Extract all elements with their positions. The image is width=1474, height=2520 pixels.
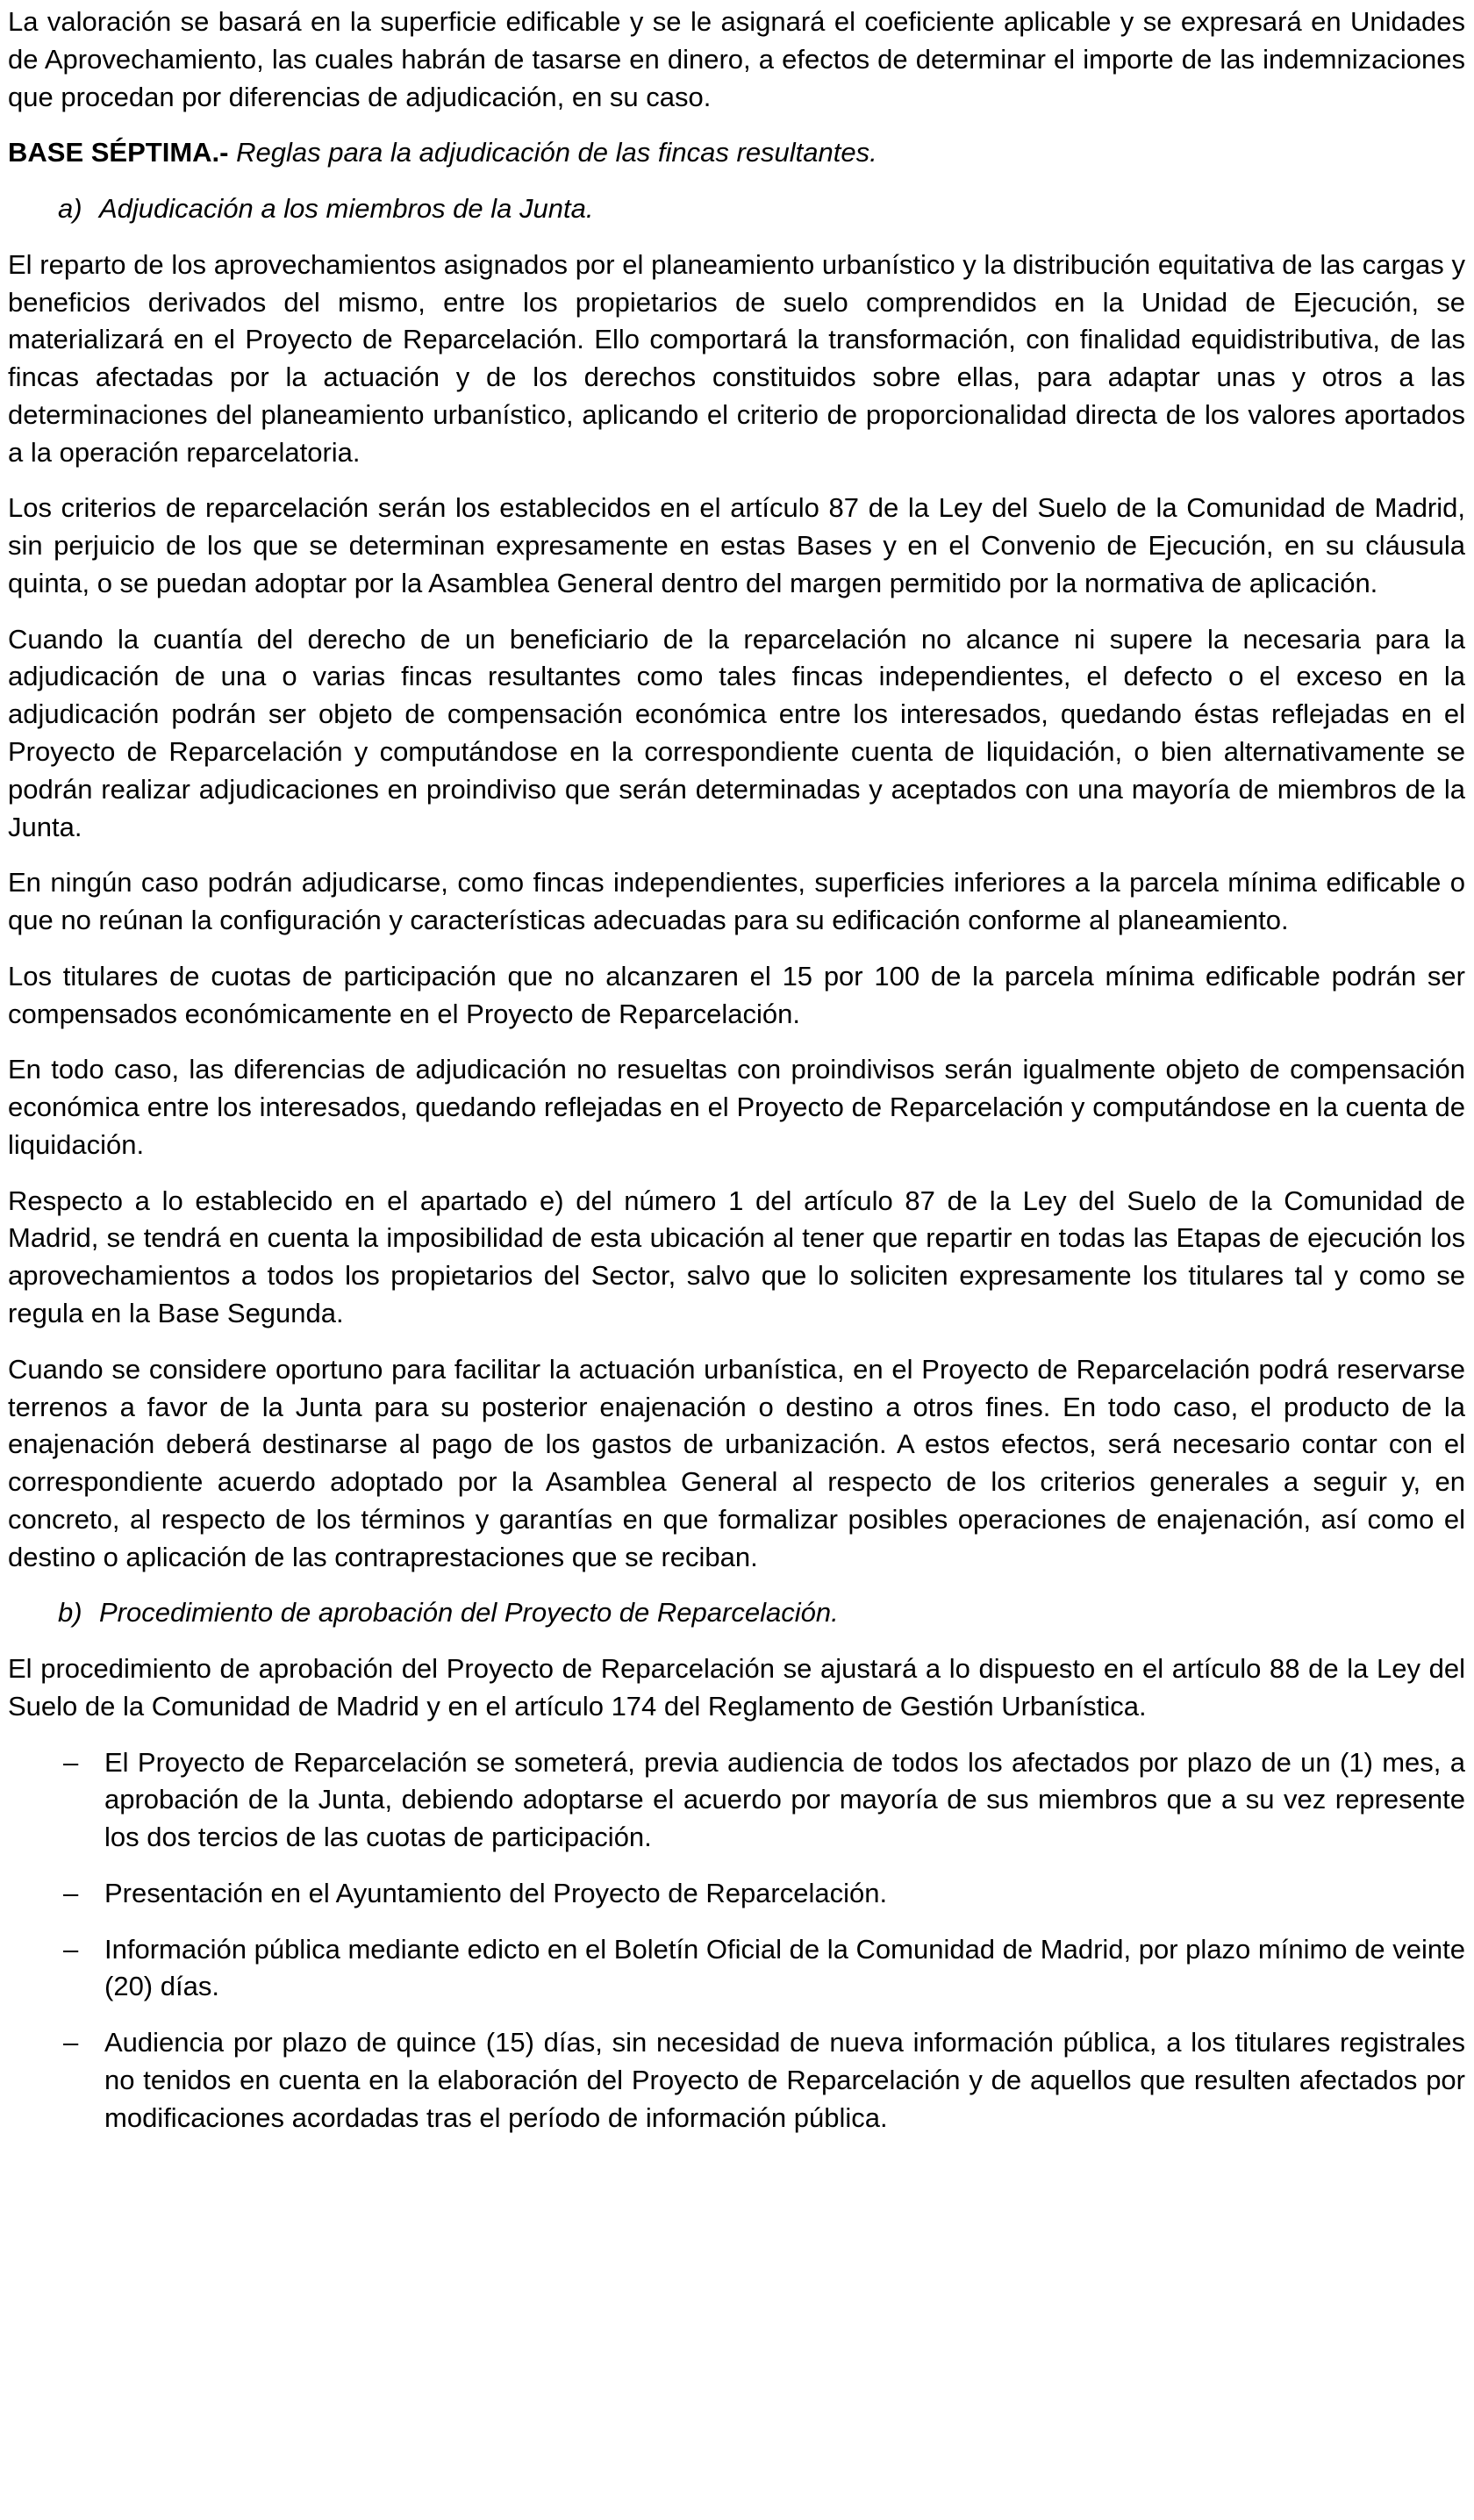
paragraph-valoracion: La valoración se basará en la superficie edificable y se le asignará el coeficiente aplicable y se expresará en Unidades de Aprovechamiento, las cuales habrán de tasarse en dinero, a efectos de determinar el importe de las indemnizaciones que procedan por diferencias de adjudicación, en su caso. [8,6,1465,112]
lettered-item-a [58,190,1465,228]
bullet-item [8,1744,1465,1857]
lettered-item-a-marker: a) [58,193,82,225]
heading-base-septima-label: BASE SÉPTIMA.- [8,137,229,168]
bullet-item [8,1931,1465,2007]
paragraph-reparto: El reparto de los aprovechamientos asignados por el planeamiento urbanístico y la distribución equitativa de las cargas y beneficios derivados del mismo, entre los propietarios de suelo comprendidos en la Unidad de Ejecución, se materializará en el Proyecto de Reparcelación. Ello comportará la transformación, con finalidad equidistributiva, de las fincas afectadas por la actuación y de los derechos constituidos sobre ellas, para adaptar unas y otros a las determinaciones del planeamiento urbanístico, aplicando el criterio de proporcionalidad directa de los valores aportados a la operación reparcelatoria. [8,248,1465,468]
bullet-dash: – [63,2027,79,2058]
paragraph-criterios: Los criterios de reparcelación serán los establecidos en el artículo 87 de la Ley del Suelo de la Comunidad de Madrid, sin perjuicio de los que se determinan expresamente en estas Bases y en el Convenio de Ejecución, en su cláusula quinta, o se puedan adoptar por la Asamblea General dentro del margen permitido por la normativa de aplicación. [8,492,1465,598]
bullet-text: El Proyecto de Reparcelación se someterá, previa audiencia de todos los afectados por plazo de un (1) mes, a aprobación de la Junta, debiendo adoptarse el acuerdo por mayoría de sus miembros que a su vez represente los dos tercios de las cuotas de participación. [104,1746,1465,1853]
bullet-text: Presentación en el Ayuntamiento del Proyecto de Reparcelación. [104,1877,888,1908]
bullet-dash: – [63,1933,79,1965]
paragraph-procedimiento: El procedimiento de aprobación del Proyecto de Reparcelación se ajustará a lo dispuesto en el artículo 88 de la Ley del Suelo de la Comunidad de Madrid y en el artículo 174 del Reglamento de Gestión Urbanística. [8,1653,1465,1722]
bullet-dash: – [63,1746,79,1778]
bullet-item [8,2024,1465,2137]
paragraph-respecto: Respecto a lo establecido en el apartado e) del número 1 del artículo 87 de la Ley del Suelo de la Comunidad de Madrid, se tendrá en cuenta la imposibilidad de esta ubicación al tener que repartir en todas las Etapas de ejecución los aprovechamientos a todos los propietarios del Sector, salvo que lo soliciten expresamente los titulares tal y como se regula en la Base Segunda. [8,1185,1465,1328]
bullet-item [8,1875,1465,1913]
lettered-item-a-text: Adjudicación a los miembros de la Junta. [99,193,594,225]
heading-base-septima [8,134,1465,172]
heading-base-septima-title: Reglas para la adjudicación de las fincas resultantes. [236,137,877,168]
paragraph-reserva-terrenos: Cuando se considere oportuno para facilitar la actuación urbanística, en el Proyecto de Reparcelación podrá reservarse terrenos a favor de la Junta para su posterior enajenación o destino a otros fines. En todo caso, el producto de la enajenación deberá destinarse al pago de los gastos de urbanización. A estos efectos, será necesario contar con el correspondiente acuerdo adoptado por la Asamblea General al respecto de los criterios generales a seguir y, en concreto, al respecto de los términos y garantías en que formalizar posibles operaciones de enajenación, así como el destino o aplicación de las contraprestaciones que se reciban. [8,1353,1465,1572]
paragraph-todo-caso: En todo caso, las diferencias de adjudicación no resueltas con proindivisos serán igualmente objeto de compensación económica entre los interesados, quedando reflejadas en el Proyecto de Reparcelación y computándose en la cuenta de liquidación. [8,1054,1465,1160]
paragraph-cuantia: Cuando la cuantía del derecho de un beneficiario de la reparcelación no alcance ni supere la necesaria para la adjudicación de una o varias fincas resultantes como tales fincas independientes, el defecto o el exceso en la adjudicación podrán ser objeto de compensación económica entre los interesados, quedando éstas reflejadas en el Proyecto de Reparcelación y computándose en la correspondiente cuenta de liquidación, o bien alternativamente se podrán realizar adjudicaciones en proindiviso que serán determinadas y aceptados con una mayoría de miembros de la Junta. [8,623,1465,842]
paragraph-ningun-caso: En ningún caso podrán adjudicarse, como fincas independientes, superficies inferiores a la parcela mínima edificable o que no reúnan la configuración y características adecuadas para su edificación conforme al planeamiento. [8,867,1465,936]
paragraph-titulares-cuotas: Los titulares de cuotas de participación que no alcanzaren el 15 por 100 de la parcela mínima edificable podrán ser compensados económicamente en el Proyecto de Reparcelación. [8,960,1465,1029]
lettered-item-b-text: Procedimiento de aprobación del Proyecto de Reparcelación. [99,1597,839,1629]
bullet-text: Audiencia por plazo de quince (15) días, sin necesidad de nueva información pública, a los titulares registrales no tenidos en cuenta en la elaboración del Proyecto de Reparcelación y de aquellos que resulten afectados por modificaciones acordadas tras el período de información pública. [104,2027,1465,2133]
bullet-text: Información pública mediante edicto en el Boletín Oficial de la Comunidad de Madrid, por plazo mínimo de veinte (20) días. [104,1933,1465,2002]
bullet-dash: – [63,1877,79,1908]
lettered-item-b [58,1594,1465,1632]
lettered-item-b-marker: b) [58,1597,82,1629]
